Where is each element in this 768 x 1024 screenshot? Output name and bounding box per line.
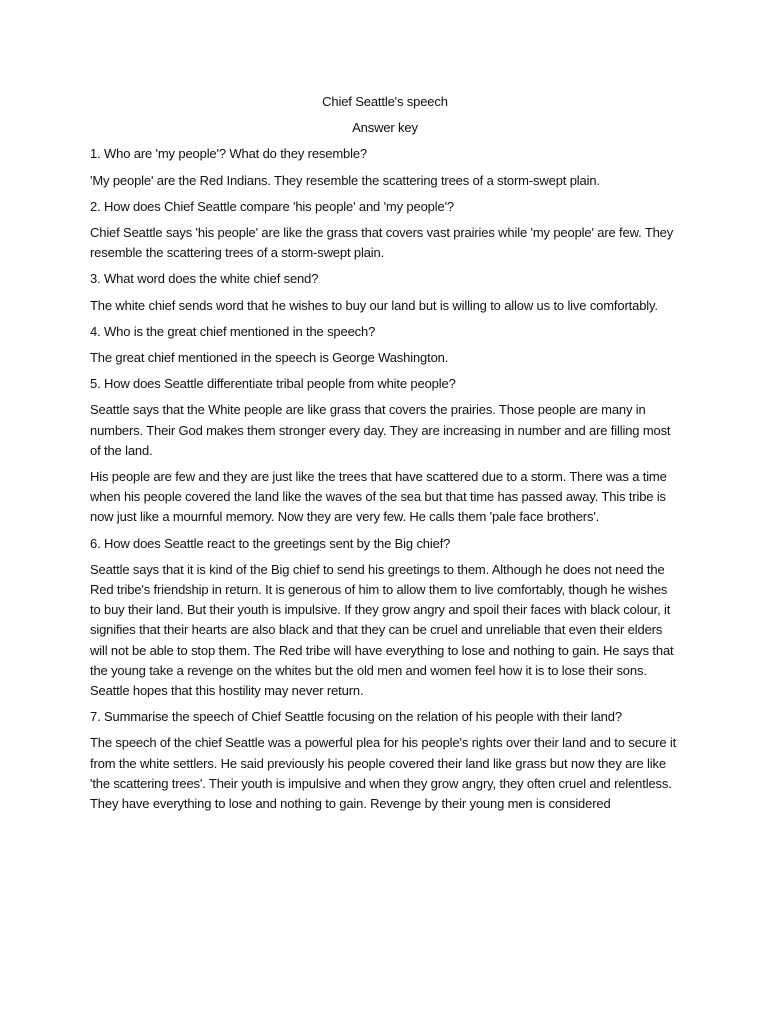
question-6: 6. How does Seattle react to the greetings sent by the Big chief? <box>90 535 451 551</box>
document-body <box>90 92 680 820</box>
document-subtitle: Answer key <box>352 120 418 136</box>
question-5: 5. How does Seattle differentiate tribal people from white people? <box>90 376 456 392</box>
question-4: 4. Who is the great chief mentioned in the speech? <box>90 323 376 339</box>
question-7: 7. Summarise the speech of Chief Seattle focusing on the relation of his people with their land? <box>90 709 622 725</box>
answer-2: Chief Seattle says 'his people' are like the grass that covers vast prairies while 'my people' are few. They resemble the scattering trees of a storm-swept plain. <box>90 225 674 261</box>
question-2: 2. How does Chief Seattle compare 'his people' and 'my people'? <box>90 198 454 214</box>
answer-5-paragraph-2: His people are few and they are just like the trees that have scattered due to a storm. There was a time when his people covered the land like the waves of the sea but that time has passed away. This tribe is now just like a mournful memory. Now they are very few. He calls them 'pale face brothers'. <box>90 469 667 525</box>
answer-6: Seattle says that it is kind of the Big chief to send his greetings to them. Although he does not need the Red tribe's friendship in return. It is generous of him to allow them to live comfortably, though he wishes to buy their land. But their youth is impulsive. If they grow angry and spoil their faces with black colour, it signifies that their hearts are also black and that they can be cruel and unreliable that even their elders will not be able to stop them. The Red tribe will have everything to lose and nothing to gain. He says that the young take a revenge on the whites but the old men and women feel how it is to lose their sons. Seattle hopes that this hostility may never return. <box>90 561 674 699</box>
answer-1: 'My people' are the Red Indians. They resemble the scattering trees of a storm-swept plain. <box>90 172 600 188</box>
answer-5-paragraph-1: Seattle says that the White people are like grass that covers the prairies. Those people are many in numbers. Their God makes them stronger every day. They are increasing in number and are filling most of the land. <box>90 402 671 458</box>
answer-3: The white chief sends word that he wishes to buy our land but is willing to allow us to live comfortably. <box>90 297 658 313</box>
question-1: 1. Who are 'my people'? What do they resemble? <box>90 146 367 162</box>
question-3: 3. What word does the white chief send? <box>90 271 319 287</box>
answer-7: The speech of the chief Seattle was a powerful plea for his people's rights over their land and to secure it from the white settlers. He said previously his people covered their land like grass but now they are like 'the scattering trees'. Their youth is impulsive and when they grow angry, they often cruel and relentless. They have everything to lose and nothing to gain. Revenge by their young men is considered <box>90 735 677 812</box>
document-title: Chief Seattle's speech <box>322 94 448 109</box>
answer-4: The great chief mentioned in the speech is George Washington. <box>90 350 449 366</box>
